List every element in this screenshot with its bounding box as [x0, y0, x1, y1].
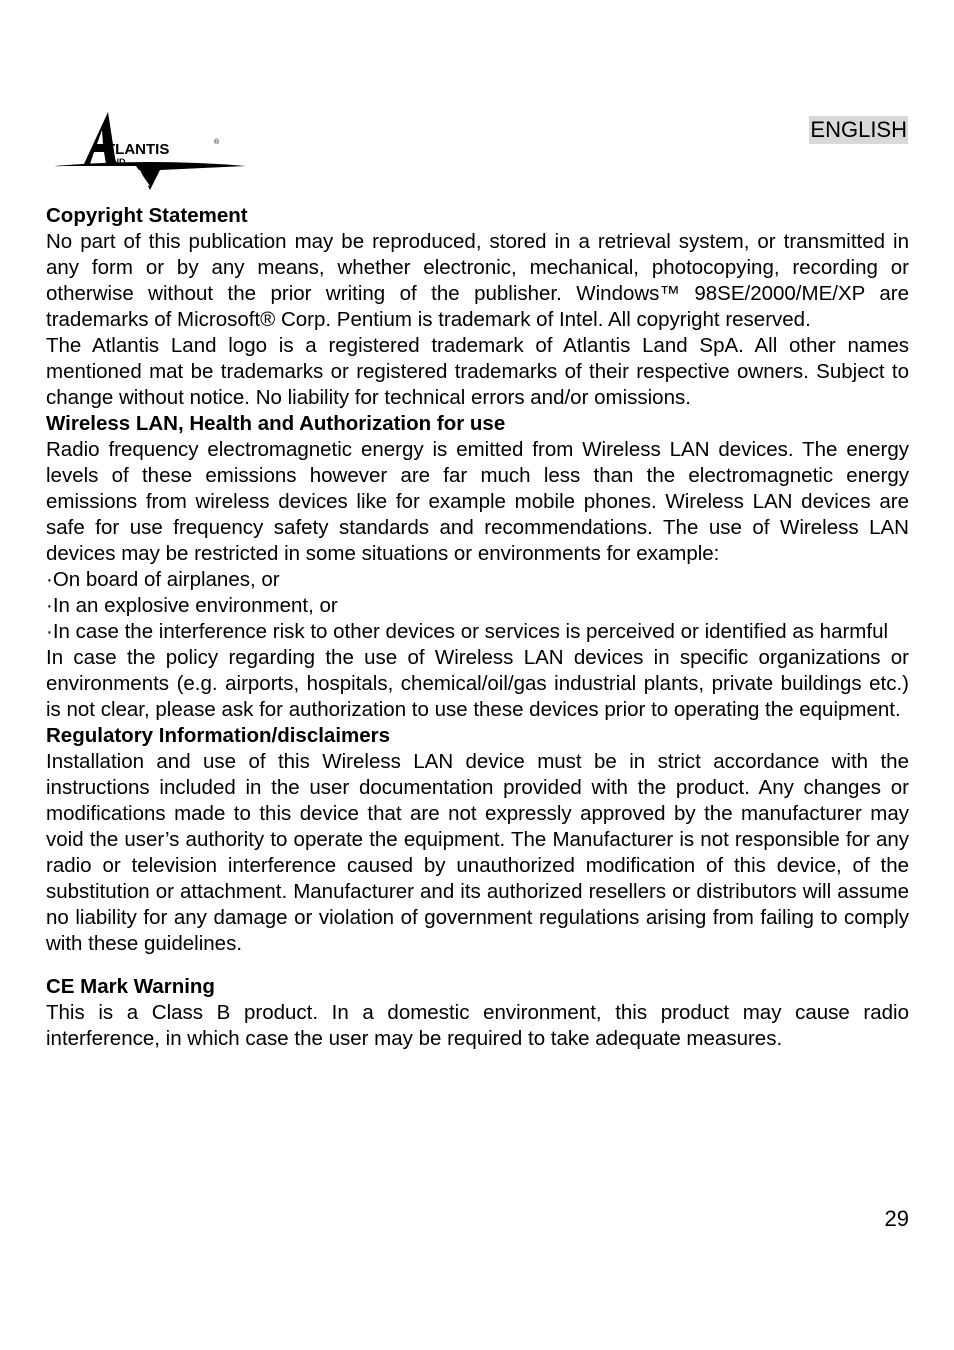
- wireless-heading: Wireless LAN, Health and Authorization for use: [46, 412, 506, 435]
- section-gap: [46, 957, 909, 974]
- wireless-paragraph-2: In case the policy regarding the use of Wireless LAN devices in specific organizations or environments (e.g. airports, hospitals, chemical/oil/gas industrial plants, private buildings etc.) is not clear, please ask for authorization to use these devices prior to operating the equipment.: [46, 646, 909, 721]
- logo-sub: AND: [106, 157, 126, 167]
- copyright-heading: Copyright Statement: [46, 204, 248, 227]
- ce-paragraph: This is a Class B product. In a domestic environment, this product may cause radio interference, in which case the user may be required to take adequate measures.: [46, 1001, 909, 1050]
- list-item: ·In an explosive environment, or: [46, 594, 338, 617]
- list-item: ·On board of airplanes, or: [46, 568, 280, 591]
- language-label: ENGLISH: [810, 117, 907, 142]
- list-item: ·In case the interference risk to other devices or services is perceived or identified as harmful: [46, 620, 889, 643]
- atlantis-land-logo: [50, 108, 250, 198]
- ce-heading: CE Mark Warning: [46, 975, 215, 998]
- wireless-paragraph-1: Radio frequency electromagnetic energy is emitted from Wireless LAN devices. The energy levels of these emissions however are far much less than the electromagnetic energy emissions from wireless devices like for example mobile phones. Wireless LAN devices are safe for use frequency safety standards and recommendations. The use of Wireless LAN devices may be restricted in some situations or environments for example:: [46, 438, 909, 565]
- regulatory-heading: Regulatory Information/disclaimers: [46, 724, 391, 747]
- page-number: 29: [884, 1206, 909, 1231]
- copyright-paragraph-2: The Atlantis Land logo is a registered trademark of Atlantis Land SpA. All other names mentioned mat be trademarks or registered trademarks of their respective owners. Subject to change without notice. No liability for technical errors and/or omissions.: [46, 334, 909, 409]
- copyright-paragraph-1: No part of this publication may be reproduced, stored in a retrieval system, or transmitted in any form or by any means, whether electronic, mechanical, photocopying, recording or otherwise without the prior writing of the publisher. Windows™ 98SE/2000/ME/XP are trademarks of Microsoft® Corp. Pentium is trademark of Intel. All copyright reserved.: [46, 230, 909, 331]
- logo-wordmark: TLANTIS: [106, 141, 170, 158]
- logo-reg: ®: [214, 139, 220, 146]
- document-body: [46, 203, 909, 1052]
- regulatory-paragraph: Installation and use of this Wireless LAN device must be in strict accordance with the instructions included in the user documentation provided with the product. Any changes or modifications made to this device that are not expressly approved by the manufacturer may void the user’s authority to operate the equipment. The Manufacturer is not responsible for any radio or television interference caused by unauthorized modification of this device, of the substitution or attachment. Manufacturer and its authorized resellers or distributors will assume no liability for any damage or violation of government regulations arising from failing to comply with these guidelines.: [46, 750, 909, 955]
